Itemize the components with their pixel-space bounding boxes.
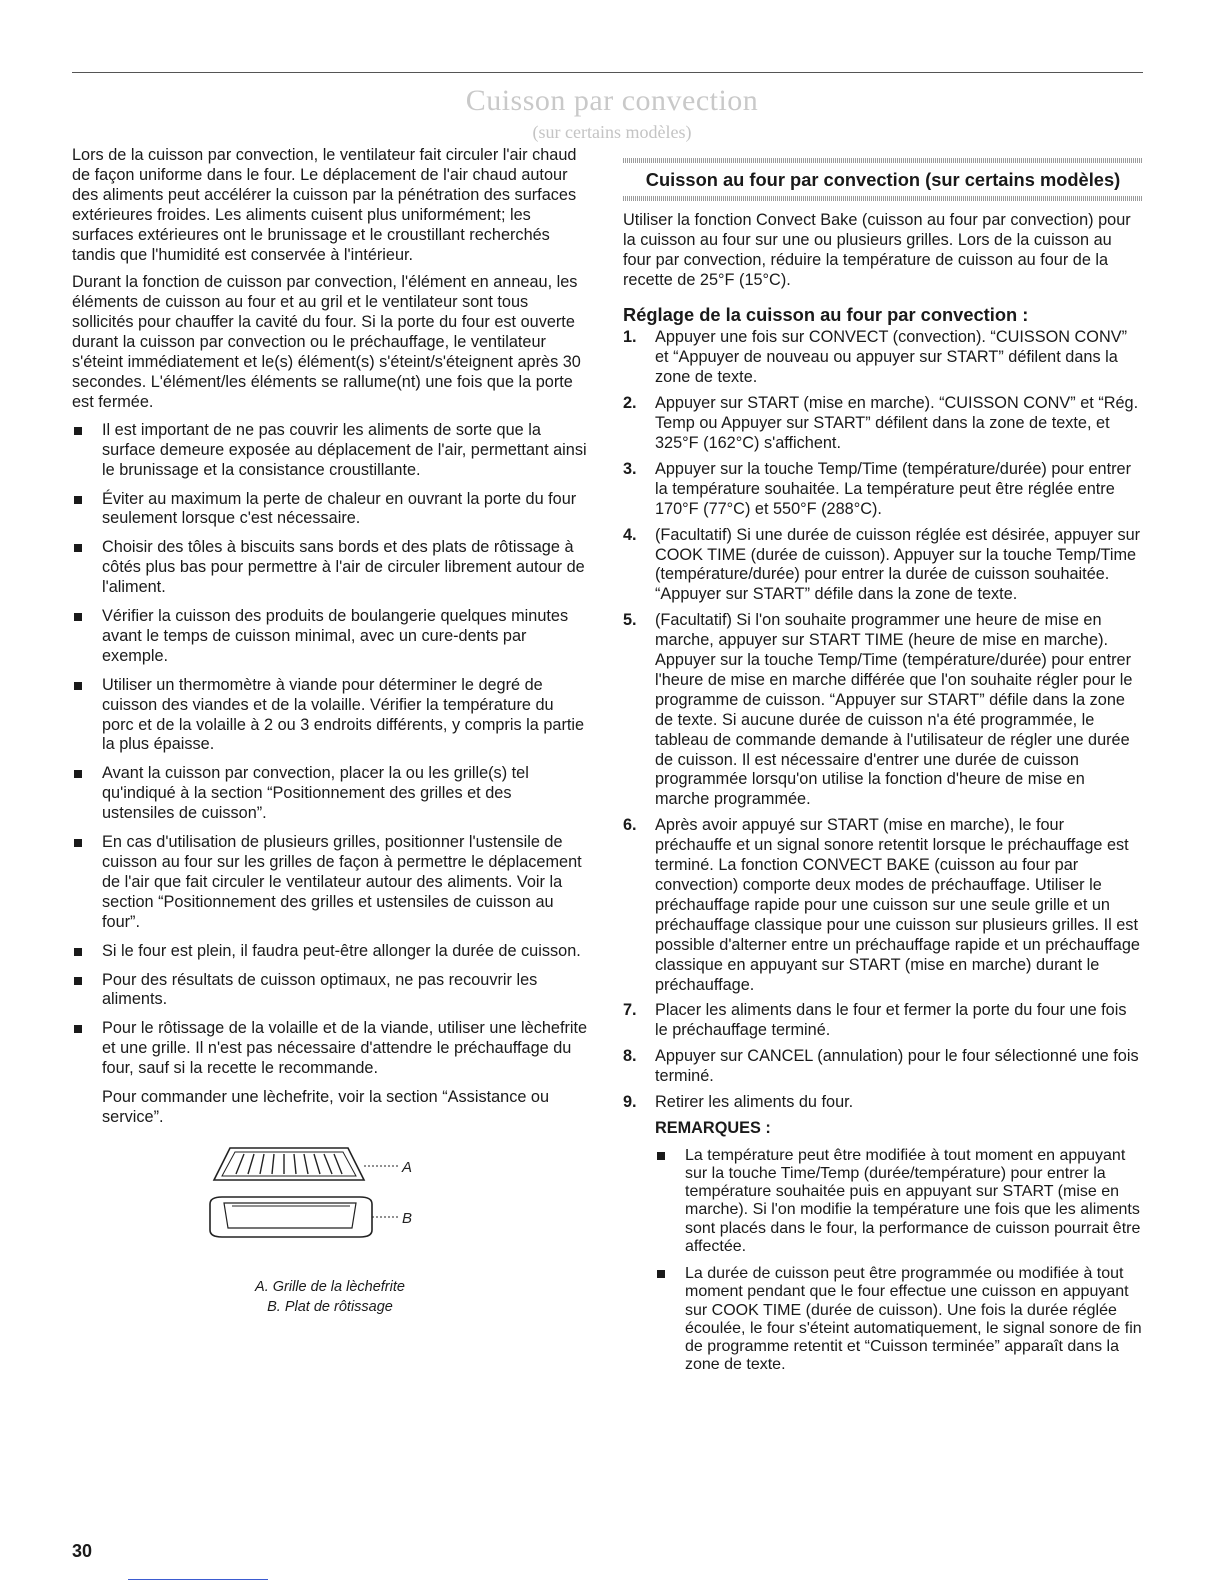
list-item: Pour le rôtissage de la volaille et de la viande, utiliser une lèchefrite et une grille. Il n'est pas nécessaire d'attendre le préchauffage du four, sauf si la recette le recommande. — [72, 1019, 588, 1079]
list-item: La température peut être modifiée à tout moment en appuyant sur la touche Time/Temp (durée/température) pour entrer la température souhaitée puis en appuyant sur START (mise en marche). Si l'on modifie la température une fois que les aliments sont placés dans le four, la performance de cuisson pourrait être affectée. — [655, 1147, 1143, 1256]
sub-heading: Réglage de la cuisson au four par convection : — [623, 303, 1029, 325]
broiler-pan-figure — [72, 1142, 588, 1332]
step-number: 1. — [623, 328, 637, 347]
list-item: Pour des résultats de cuisson optimaux, ne pas recouvrir les aliments. — [72, 971, 588, 1011]
step-text: Placer les aliments dans le four et fermer la porte du four une fois le préchauffage terminé. — [655, 1001, 1127, 1040]
list-item: Il est important de ne pas couvrir les aliments de sorte que la surface demeure exposée au déplacement de l'air, permettant ainsi le brunissage et la consistance croustillante. — [72, 421, 588, 481]
step-number: 9. — [623, 1093, 637, 1112]
broiler-grid-drawing — [214, 1148, 398, 1180]
tips-list — [72, 421, 588, 1079]
broiler-pan-illustration — [202, 1142, 492, 1272]
step-number: 4. — [623, 525, 637, 544]
step-item — [623, 816, 1143, 995]
list-item: Avant la cuisson par convection, placer la ou les grille(s) tel qu'indiqué à la section “Positionnement des grilles et des ustensiles de cuisson”. — [72, 764, 588, 824]
steps-list — [623, 328, 1143, 1113]
step-item — [623, 1001, 1143, 1041]
figure-label-a: A — [402, 1158, 413, 1176]
list-item: Vérifier la cuisson des produits de boulangerie quelques minutes avant le temps de cuisson minimal, avec un cure-dents par exemple. — [72, 607, 588, 667]
right-column — [623, 158, 1143, 1383]
list-item: En cas d'utilisation de plusieurs grilles, positionner l'ustensile de cuisson au four sur les grilles de façon à permettre le déplacement de l'air que fait circuler le ventilateur autour des aliments. Voir la section “Positionnement des grilles et ustensiles de cuisson au four”. — [72, 833, 588, 933]
step-text: Retirer les aliments du four. — [655, 1093, 854, 1112]
top-rule — [72, 72, 1143, 73]
order-broiler-pan-note: Pour commander une lèchefrite, voir la section “Assistance ou service”. — [102, 1088, 550, 1126]
section-intro: Utiliser la fonction Convect Bake (cuisson au four par convection) pour la cuisson au four sur une ou plusieurs grilles. Lors de la cuisson au four par convection, réduire la température de cuisson au four de la recette de 25°F (15°C). — [623, 210, 1131, 289]
figure-label-b: B — [402, 1209, 413, 1227]
step-number: 2. — [623, 394, 637, 413]
step-text: (Facultatif) Si une durée de cuisson réglée est désirée, appuyer sur COOK TIME (durée de cuisson). Appuyer sur la touche Temp/Time (température/durée) pour entrer la durée de cuisson souhaitée. “Appuyer sur START” défile dans la zone de texte. — [655, 525, 1141, 604]
step-text: Après avoir appuyé sur START (mise en marche), le four préchauffe et un signal sonore retentit lorsque le préchauffage est terminé. La fonction CONVECT BAKE (cuisson au four par convection) comporte deux modes de préchauffage. Utiliser le préchauffage rapide pour une cuisson sur une seule grille et un préchauffage classique pour une cuisson sur plusieurs grilles. Il est possible d'alterner entre un préchauffage rapide et un préchauffage classique en appuyant sur START (mise en marche) durant le préchauffage. — [655, 816, 1140, 994]
intro-paragraph-2: Durant la fonction de cuisson par convection, l'élément en anneau, les éléments de cuisson au four et au gril et le ventilateur sont tous sollicités pour chauffer la cavité du four. Si la porte du four est ouverte durant la cuisson par convection ou le préchauffage, le ventilateur s'éteint immédiatement et le(s) élément(s) s'éteint/s'éteignent après 30 secondes. L'élément/les éléments se rallume(nt) une fois que la porte est fermée. — [72, 273, 581, 411]
figure-caption-b: B. Plat de rôtissage — [267, 1298, 393, 1315]
section-heading: Cuisson au four par convection (sur certains modèles) — [645, 169, 1121, 190]
left-column — [72, 146, 588, 1332]
section-rule-bottom — [623, 196, 1143, 201]
list-item: La durée de cuisson peut être programmée ou modifiée à tout moment pendant que le four effectue une cuisson en appuyant sur COOK TIME (durée de cuisson). Une fois la durée réglée écoulée, le four s'éteint automatiquement, le signal sonore de fin de programme retentit et “Cuisson terminée” apparaît dans la zone de texte. — [655, 1265, 1143, 1374]
step-text: Appuyer une fois sur CONVECT (convection). “CUISSON CONV” et “Appuyer de nouveau ou appuyer sur START” défilent dans la zone de texte. — [655, 328, 1127, 387]
step-number: 7. — [623, 1001, 637, 1020]
step-item — [623, 611, 1143, 810]
step-text: (Facultatif) Si l'on souhaite programmer une heure de mise en marche, appuyer sur START TIME (heure de mise en marche). Appuyer sur la touche Temp/Time (température/durée) pour entrer l'heure de mise en marche différée que l'on souhaite régler pour le programme de cuisson. “Appuyer sur START” défile dans la zone de texte. Si aucune durée de cuisson n'a été programmée, le tableau de commande demande à l'utilisateur de régler une durée de cuisson. Il est nécessaire d'entrer une durée de cuisson programmée lorsqu'on utilise la fonction d'heure de mise en marche programmée. — [655, 611, 1133, 809]
step-item — [623, 1093, 1143, 1113]
page-number: 30 — [72, 1541, 93, 1561]
step-item — [623, 1047, 1143, 1087]
list-item: Éviter au maximum la perte de chaleur en ouvrant la porte du four seulement lorsque c'est nécessaire. — [72, 490, 588, 530]
step-item — [623, 526, 1143, 606]
step-item — [623, 460, 1143, 520]
intro-paragraph-1: Lors de la cuisson par convection, le ventilateur fait circuler l'air chaud de façon uniforme dans le four. Le déplacement de l'air chaud autour des aliments peut accélérer la cuisson par la pénétration des surfaces extérieures froides. Les aliments cuisent plus uniformément; les surfaces extérieures ont le brunissage et le croustillant recherchés tandis que l'humidité est conservée à l'intérieur. — [72, 146, 577, 264]
step-item — [623, 328, 1143, 388]
page-title: Cuisson par convection — [465, 84, 759, 117]
page-subtitle: (sur certains modèles) — [532, 122, 692, 142]
step-number: 8. — [623, 1047, 637, 1066]
figure-caption-a: A. Grille de la lèchefrite — [255, 1278, 405, 1295]
list-item: Choisir des tôles à biscuits sans bords et des plats de rôtissage à côtés plus bas pour permettre à l'air de circuler librement autour de l'aliment. — [72, 538, 588, 598]
list-item: Si le four est plein, il faudra peut-être allonger la durée de cuisson. — [72, 942, 588, 962]
bottom-link-underline — [128, 1579, 268, 1580]
step-text: Appuyer sur CANCEL (annulation) pour le four sélectionné une fois terminé. — [655, 1047, 1139, 1086]
remarques-heading: REMARQUES : — [655, 1118, 771, 1137]
remarques-list — [623, 1147, 1143, 1374]
step-number: 3. — [623, 459, 637, 478]
list-item: Utiliser un thermomètre à viande pour déterminer le degré de cuisson des viandes et de la volaille. Vérifier la température du porc et de la volaille à 2 ou 3 endroits différents, y compris la partie la plus épaisse. — [72, 676, 588, 756]
step-text: Appuyer sur la touche Temp/Time (température/durée) pour entrer la température souhaitée. La température peut être réglée entre 170°F (77°C) et 550°F (288°C). — [655, 459, 1132, 518]
step-number: 5. — [623, 611, 637, 630]
step-item — [623, 394, 1143, 454]
roasting-pan-drawing — [210, 1197, 398, 1237]
step-number: 6. — [623, 816, 637, 835]
step-text: Appuyer sur START (mise en marche). “CUISSON CONV” et “Rég. Temp ou Appuyer sur START” défilent dans la zone de texte, et 325°F (162°C) s'affichent. — [655, 394, 1139, 452]
